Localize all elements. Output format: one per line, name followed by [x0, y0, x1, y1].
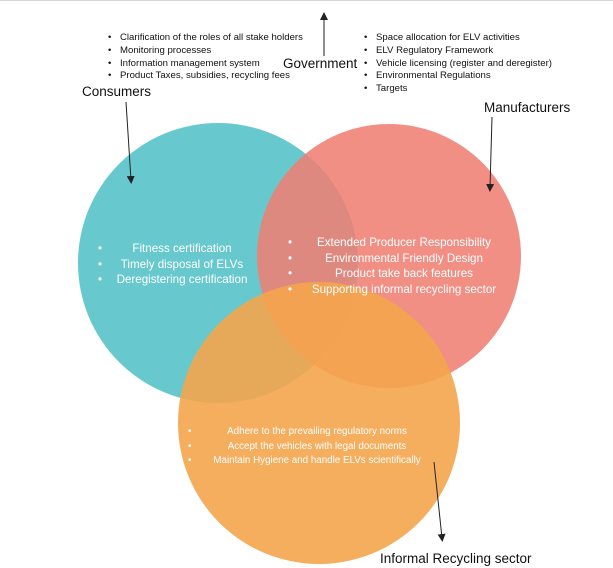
- recycling-list: [188, 425, 442, 469]
- list-item-text: Accept the vehicles with legal documents: [227, 440, 407, 452]
- list-item: • Adhere to the prevailing regulatory norms: [188, 426, 407, 437]
- list-item-text: Maintain Hygiene and handle ELVs scientifically: [213, 455, 421, 467]
- consumers-title: Consumers: [82, 84, 152, 99]
- list-item: • Deregistering certification: [98, 273, 248, 287]
- list-item: • Space allocation for ELV activities: [362, 32, 552, 45]
- list-item-text: Fitness certification: [132, 242, 232, 255]
- list-item: • Monitoring processes: [106, 45, 303, 58]
- list-item: • Product Taxes, subsidies, recycling fees: [106, 70, 303, 83]
- list-item-text: Supporting informal recycling sector: [311, 282, 497, 296]
- list-item-text: Extended Producer Responsibility: [316, 236, 491, 249]
- list-item: • Maintain Hygiene and handle ELVs scientifically: [188, 455, 421, 467]
- manufacturers-title: Manufacturers: [484, 100, 571, 115]
- list-item: • Product take back features: [288, 267, 473, 281]
- list-item-text: Environmental Friendly Design: [325, 251, 483, 265]
- list-item-text: Deregistering certification: [116, 273, 248, 287]
- government-left-list: [106, 32, 303, 83]
- list-item-text: Product take back features: [335, 267, 473, 281]
- list-item: • Supporting informal recycling sector: [288, 282, 497, 296]
- list-item: • ELV Regulatory Framework: [362, 45, 552, 58]
- government-right-list: [362, 32, 552, 96]
- list-item: • Targets: [362, 83, 552, 96]
- list-item: • Vehicle licensing (register and deregister): [362, 58, 552, 71]
- list-item: • Environmental Friendly Design: [288, 251, 483, 265]
- list-item: • Accept the vehicles with legal documents: [188, 440, 407, 452]
- list-item: • Environmental Regulations: [362, 70, 552, 83]
- consumers-list: [98, 241, 262, 288]
- list-item: • Timely disposal of ELVs: [98, 257, 244, 271]
- list-item-text: Adhere to the prevailing regulatory norms: [227, 426, 407, 437]
- recycling-circle: [178, 282, 460, 564]
- list-item: • Extended Producer Responsibility: [288, 236, 491, 249]
- manufacturers-list: [288, 235, 516, 297]
- list-item: • Information management system: [106, 58, 303, 71]
- government-title: Government: [283, 56, 358, 71]
- list-item: • Clarification of the roles of all stake holders: [106, 32, 303, 45]
- list-item: • Fitness certification: [98, 242, 232, 255]
- list-item-text: Timely disposal of ELVs: [120, 257, 244, 271]
- recycling-title: Informal Recycling sector: [380, 551, 532, 566]
